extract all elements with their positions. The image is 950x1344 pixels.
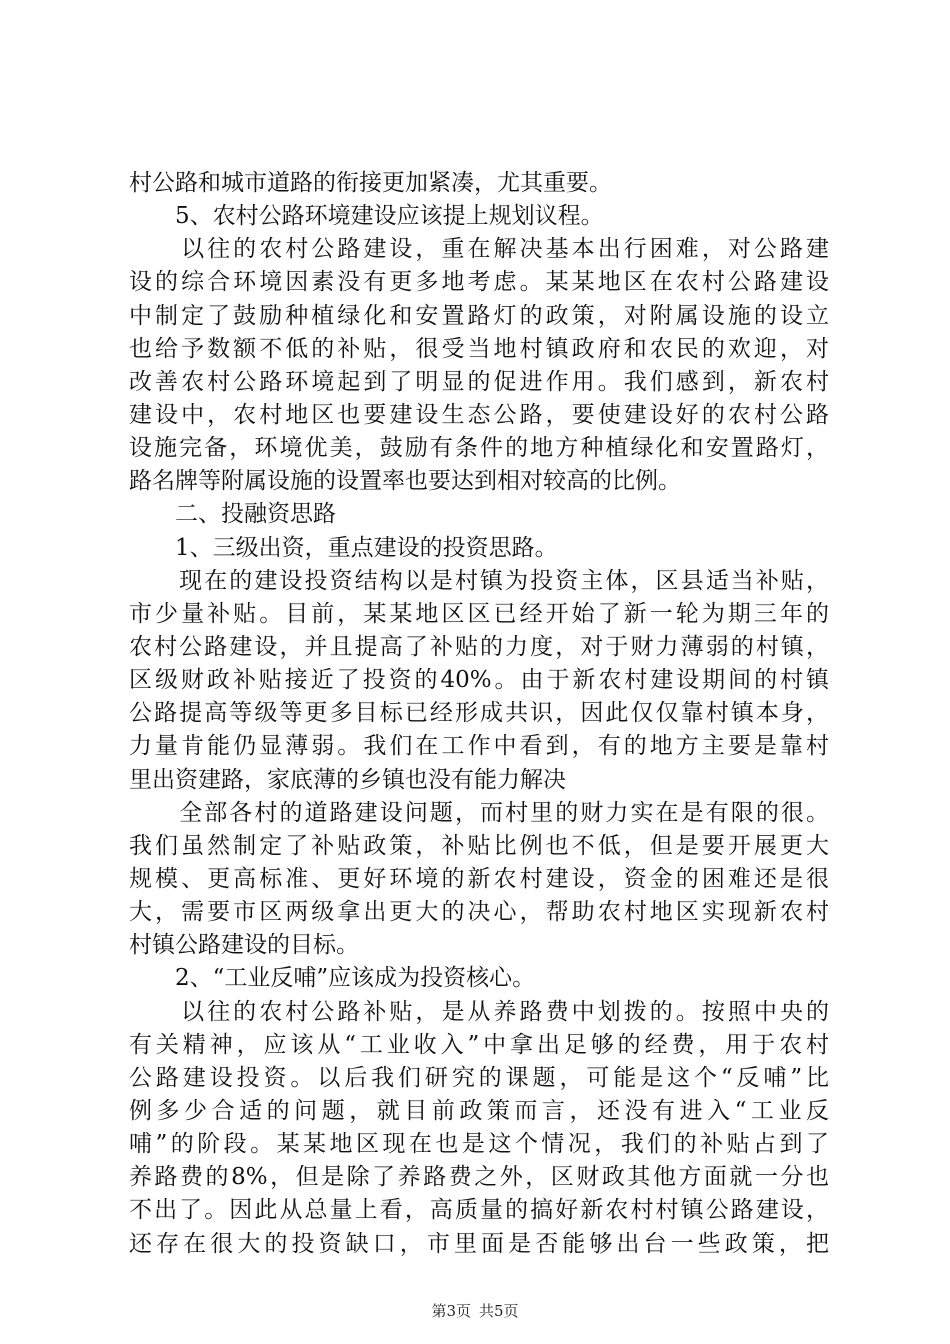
text-line: 哺”的阶段。某某地区现在也是这个情况，我们的补贴占到了 xyxy=(129,1131,829,1158)
text-line: 全部各村的道路建设问题，而村里的财力实在是有限的很。 xyxy=(129,799,829,826)
text-line: 二、投融资思路 xyxy=(129,501,336,528)
text-line: 市少量补贴。目前，某某地区区已经开始了新一轮为期三年的 xyxy=(129,600,829,627)
text-line: 不出了。因此从总量上看，高质量的搞好新农村村镇公路建设， xyxy=(129,1197,829,1224)
text-line: 改善农村公路环境起到了明显的促进作用。我们感到，新农村 xyxy=(129,368,829,395)
text-line: 有关精神，应该从“工业收入”中拿出足够的经费，用于农村 xyxy=(129,1031,829,1058)
text-line: 建设中，农村地区也要建设生态公路，要使建设好的农村公路 xyxy=(129,401,829,428)
text-line: 设的综合环境因素没有更多地考虑。某某地区在农村公路建设 xyxy=(129,269,829,296)
text-line: 力量肯能仍显薄弱。我们在工作中看到，有的地方主要是靠村 xyxy=(129,733,829,760)
text-line: 里出资建路，家底薄的乡镇也没有能力解决 xyxy=(129,766,566,793)
text-line: 例多少合适的问题，就目前政策而言，还没有进入“工业反 xyxy=(129,1097,829,1124)
text-line: 区级财政补贴接近了投资的40%。由于新农村建设期间的村镇 xyxy=(129,667,829,694)
page-number-current: 第3页 xyxy=(431,1302,471,1320)
text-line: 大，需要市区两级拿出更大的决心，帮助农村地区实现新农村 xyxy=(129,899,829,926)
text-line: 也给予数额不低的补贴，很受当地村镇政府和农民的欢迎，对 xyxy=(129,335,829,362)
text-line: 公路提高等级等更多目标已经形成共识，因此仅仅靠村镇本身， xyxy=(129,700,829,727)
page-footer xyxy=(0,1302,950,1320)
text-line: 设施完备，环境优美，鼓励有条件的地方种植绿化和安置路灯， xyxy=(129,435,829,462)
text-line: 5、农村公路环境建设应该提上规划议程。 xyxy=(129,203,604,230)
text-line: 以往的农村公路建设，重在解决基本出行困难，对公路建 xyxy=(129,236,829,263)
text-line: 1、三级出资，重点建设的投资思路。 xyxy=(129,534,558,561)
page-number-total: 共5页 xyxy=(479,1302,519,1320)
text-line: 以往的农村公路补贴，是从养路费中划拨的。按照中央的 xyxy=(129,998,829,1025)
text-line: 养路费的8%，但是除了养路费之外，区财政其他方面就一分也 xyxy=(129,1164,829,1191)
text-line: 中制定了鼓励种植绿化和安置路灯的政策，对附属设施的设立 xyxy=(129,302,829,329)
text-line: 现在的建设投资结构以是村镇为投资主体，区县适当补贴， xyxy=(129,567,829,594)
text-line: 我们虽然制定了补贴政策，补贴比例也不低，但是要开展更大 xyxy=(129,832,829,859)
text-line: 农村公路建设，并且提高了补贴的力度，对于财力薄弱的村镇， xyxy=(129,633,829,660)
text-line: 村公路和城市道路的衔接更加紧凑，尤其重要。 xyxy=(129,170,612,196)
text-line: 还存在很大的投资缺口，市里面是否能够出台一些政策，把 xyxy=(129,1230,829,1257)
text-line: 公路建设投资。以后我们研究的课题，可能是这个“反哺”比 xyxy=(129,1064,829,1091)
text-line: 路名牌等附属设施的设置率也要达到相对较高的比例。 xyxy=(129,468,681,495)
text-line: 规模、更高标准、更好环境的新农村建设，资金的困难还是很 xyxy=(129,865,829,892)
document-body xyxy=(129,167,829,1261)
text-line: 村镇公路建设的目标。 xyxy=(129,932,359,959)
text-line: 2、“工业反哺”应该成为投资核心。 xyxy=(129,965,536,992)
